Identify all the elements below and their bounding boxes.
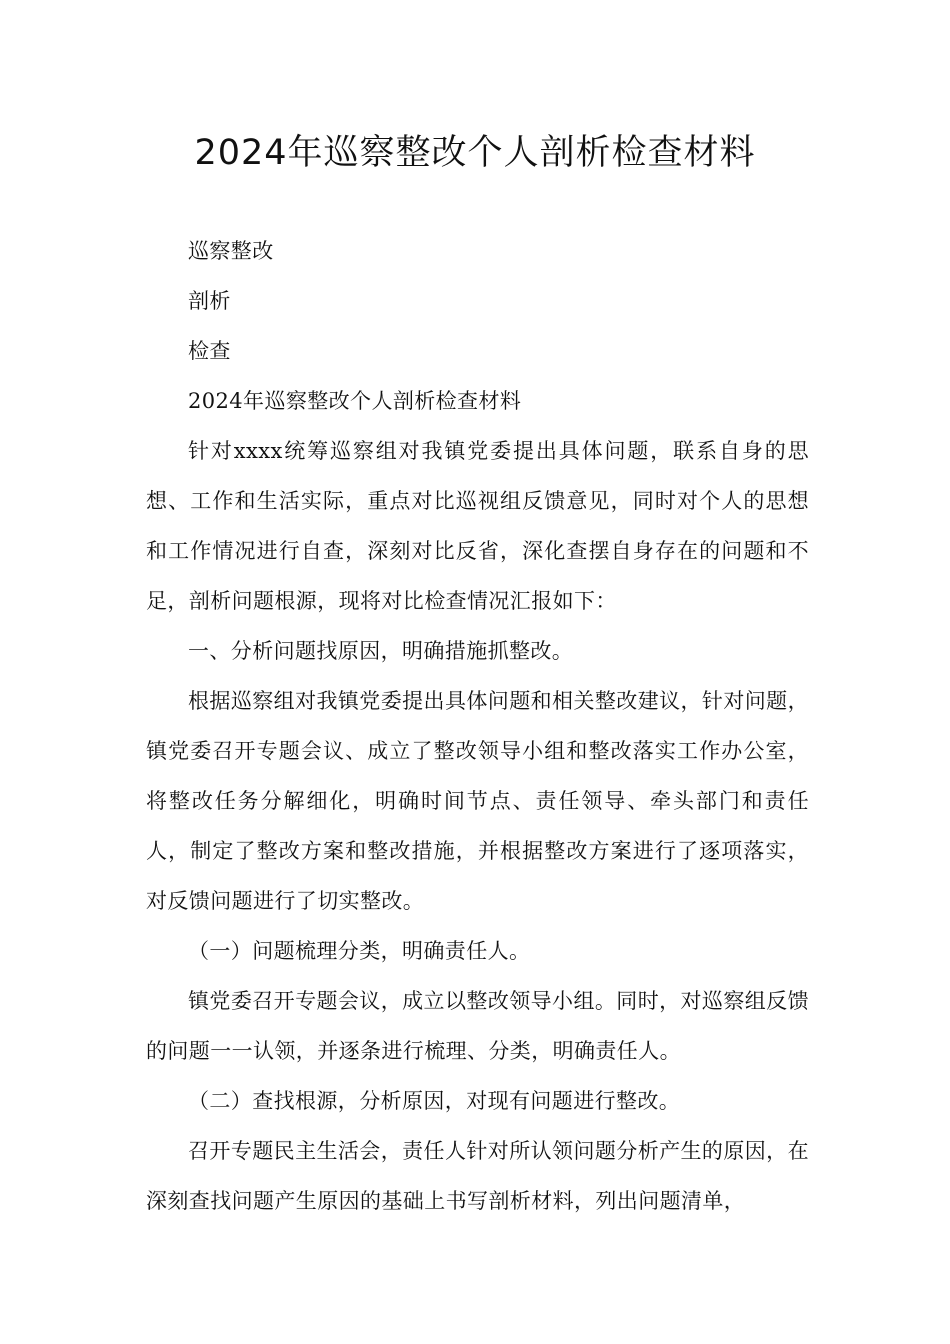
keyword-line: 检查: [188, 339, 231, 363]
document-title: 2024年巡察整改个人剖析检查材料: [194, 133, 756, 173]
keyword-line: 巡察整改: [188, 239, 274, 263]
body-paragraph: 召开专题民主生活会，责任人针对所认领问题分析产生的原因，在深刻查找问题产生原因的基础上书写剖析材料，列出问题清单，: [146, 1139, 809, 1213]
subsection-heading: （一）问题梳理分类，明确责任人。: [188, 939, 531, 963]
body-paragraph: 根据巡察组对我镇党委提出具体问题和相关整改建议，针对问题，镇党委召开专题会议、成立了整改领导小组和整改落实工作办公室，将整改任务分解细化，明确时间节点、责任领导、牵头部门和责任人，制定了整改方案和整改措施，并根据整改方案进行了逐项落实，对反馈问题进行了切实整改。: [146, 689, 809, 913]
section-heading: 一、分析问题找原因，明确措施抓整改。: [188, 639, 574, 663]
subtitle-line: 2024年巡察整改个人剖析检查材料: [188, 389, 522, 413]
body-paragraph: 镇党委召开专题会议，成立以整改领导小组。同时，对巡察组反馈的问题一一认领，并逐条进行梳理、分类，明确责任人。: [146, 989, 809, 1063]
subsection-heading: （二）查找根源，分析原因，对现有问题进行整改。: [188, 1089, 681, 1113]
keyword-line: 剖析: [188, 289, 231, 313]
intro-paragraph: 针对xxxx统筹巡察组对我镇党委提出具体问题，联系自身的思想、工作和生活实际，重点对比巡视组反馈意见，同时对个人的思想和工作情况进行自查，深刻对比反省，深化查摆自身存在的问题和不足，剖析问题根源，现将对比检查情况汇报如下：: [146, 439, 809, 613]
document-body: [146, 226, 809, 1226]
